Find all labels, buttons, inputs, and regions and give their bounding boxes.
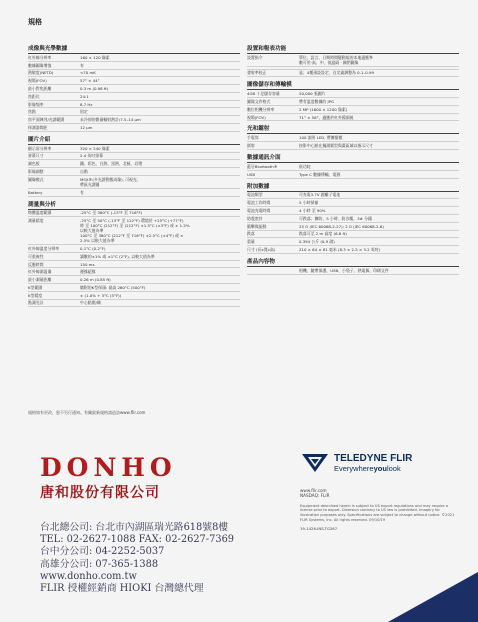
- spec-label: 4GB 十足儲存容量: [247, 91, 280, 97]
- spec-value: 自動: [80, 169, 88, 175]
- spec-value: 未冷卻的微量輻射熱計/7.5–14 μm: [80, 117, 141, 123]
- spec-label: 設置指令: [247, 54, 263, 60]
- spec-value: 71° × 56°，適應於紅外鏡頭視: [299, 114, 354, 120]
- left-spec-column: [28, 41, 240, 307]
- spec-value: 跌落可至 2 m 高度 (6.6 ft): [299, 231, 347, 237]
- spec-label: 數位相機分辨率: [247, 106, 275, 112]
- spec-row: [28, 261, 240, 269]
- spec-label: 探測器間距: [28, 124, 48, 130]
- spec-label: 最小測量距離: [28, 277, 52, 283]
- spec-row: [247, 246, 459, 254]
- spec-value: 可跌落；擴防、5 小時、防沙塵，3# 分鐘: [299, 215, 372, 221]
- spec-row: [28, 153, 240, 161]
- spec-value: 鐵、彩色、白熱、黑熱、北極、岩漿: [80, 161, 143, 167]
- address-line: 台北總公司: 台北市內湖區瑞光路618號8樓: [40, 522, 229, 533]
- address-line[interactable]: www.donho.com.tw: [40, 570, 137, 582]
- spec-change-note: 規格如有更改，恕不另行通知。有關最新規格請造訪www.flir.com: [28, 410, 146, 415]
- spec-value: 25 G (IEC 60068-2-27); 2 G (IEC 60068-2-6): [299, 223, 384, 229]
- brand-nasdaq: NASDAQ: FLIR: [300, 493, 330, 499]
- spec-row: [28, 189, 240, 197]
- brand-website[interactable]: www.flir.com: [300, 488, 327, 493]
- spec-row: [28, 253, 240, 261]
- spec-label: K型範圍: [28, 284, 43, 290]
- dealer-company-name: 唐和股份有限公司: [40, 485, 160, 501]
- spec-label: 影像頻率: [28, 101, 44, 107]
- spec-row: [28, 85, 240, 93]
- spec-row: [247, 207, 459, 215]
- spec-value: 0.26 m (0.85 ft): [80, 277, 111, 283]
- spec-value: 2 MP (1600 × 1200 像素): [299, 106, 348, 112]
- spec-row: [247, 215, 459, 223]
- spec-row: [28, 116, 240, 124]
- spec-value: 57° × 44°: [80, 78, 100, 84]
- spec-row: [247, 54, 459, 67]
- export-disclaimer: Equipment described herein is subject to US export regulations and may require a license prior to export. Diversion contrary to US law is prohibited. Imagery for illustration purposes only. Specifications are subject to change without notice. ©2021 FLIR Systems, Inc. All rights reserved. 09/10/19: [300, 503, 455, 522]
- spec-row: [28, 124, 240, 132]
- spec-row: [247, 223, 459, 231]
- spec-label: 發射率校正: [247, 70, 267, 76]
- spec-label: 重量: [247, 239, 255, 245]
- spec-value: Type C 數據傳輸、電源: [299, 171, 341, 177]
- spec-row: [247, 90, 459, 98]
- spec-label: 最小對焦距離: [28, 86, 52, 92]
- spec-row: [28, 268, 240, 276]
- spec-value: 讀數的±1% 或 ±1°C (2°F), 以較大值為準: [80, 253, 155, 259]
- spec-value: 有: [80, 189, 84, 195]
- spec-label: 焦點: [28, 109, 36, 115]
- spec-label: 紅外線溫度分辨率: [28, 245, 60, 251]
- dealer-address: [40, 522, 250, 595]
- spec-value: 100 流明 LED, 帶擴擋模: [299, 135, 343, 141]
- spec-value: 5 小時掃描: [299, 200, 319, 206]
- spec-row: [28, 93, 240, 101]
- brand-name: TELEDYNE FLIR: [334, 452, 413, 464]
- spec-value: 邊緣絕緣: [80, 269, 96, 275]
- spec-value: 固定: [80, 109, 88, 115]
- section-heading: 數據通訊介面: [247, 152, 459, 163]
- spec-row: [28, 101, 240, 109]
- spec-value: 0.3 m (0.98 ft): [80, 86, 109, 92]
- spec-row: [28, 62, 240, 70]
- spec-value: MSX®(多光譜動態成像), 可視光、 帶區光譜圖: [80, 176, 141, 187]
- spec-row: [28, 210, 240, 218]
- spec-value: -25°C 至 50°C (-13°F 至 122°F) 環境於 +25°C (+77°F) 時 至 100°C (212°F) 至 (212°F) ±1.5°C (±3°F) 或 ± 1.5% 以較大值為準 100°C 至 380°C (212°F 至 716°F) ±2.5°C (±4°F) 或 ± 2.5% 以較大值為準: [80, 218, 190, 244]
- section-heading: 光和鐳射: [247, 123, 459, 134]
- dealer-block: [40, 455, 250, 595]
- spec-value: 可充電3.7V 鋰離子電池: [299, 192, 341, 198]
- spec-value: 12 μm: [80, 124, 93, 130]
- spec-row: [247, 238, 459, 246]
- spec-row: [247, 231, 459, 239]
- spec-row: [28, 217, 240, 245]
- address-line: 高雄分公司: 07-365-1388: [40, 558, 159, 570]
- spec-label: Battery: [28, 189, 43, 195]
- dealer-logo: DONHO: [40, 453, 177, 482]
- spec-row: [247, 134, 459, 142]
- spec-value: 低功耗: [299, 163, 311, 169]
- spec-row: [247, 267, 459, 275]
- corner-triangle-decoration: [388, 572, 478, 622]
- spec-row: [28, 176, 240, 189]
- spec-value: ± (1.0% + 3°C (5°F)): [80, 292, 122, 298]
- section-heading: 圖片介紹: [28, 134, 240, 145]
- spec-label: 電池充電時間: [247, 208, 271, 214]
- spec-value: 按影中心點在獨測鐳型與畫區域以指示尺寸: [299, 143, 373, 149]
- spec-value: 160 × 120 像素: [80, 54, 110, 60]
- spec-row: [247, 142, 459, 150]
- spec-label: 可重複性: [28, 253, 44, 259]
- spec-value: 50,000 張圖片: [299, 91, 326, 97]
- spec-label: 反應時間: [28, 261, 44, 267]
- spec-value: 隨附的K型探頭: 最高 260°C (500°F): [80, 284, 146, 290]
- spec-value: 是；4種預設設定，自定義調整為 0.1–0.99: [299, 70, 374, 76]
- section-heading: 附加數據: [247, 181, 459, 192]
- spec-label: 螢幕尺寸: [28, 153, 44, 159]
- spec-value: 150 ms: [80, 261, 95, 267]
- document-id: 19-1426-INS-TG267: [300, 526, 338, 532]
- spec-row: [28, 108, 240, 116]
- spec-label: 影像調整: [28, 169, 44, 175]
- spec-label: 電池工作時間: [247, 200, 271, 206]
- brand-block: [300, 452, 460, 531]
- spec-row: [247, 114, 459, 122]
- spec-label: 紅外線測溫儀: [28, 269, 52, 275]
- spec-label: K型精度: [28, 292, 43, 298]
- spec-label: 紅外線分辨率: [28, 54, 52, 60]
- spec-row: [247, 171, 459, 179]
- spec-label: 顯示屏分辨率: [28, 145, 52, 151]
- spec-label: 焦距比: [28, 93, 40, 99]
- spec-label: 電池類型: [247, 192, 263, 198]
- spec-value: 0.1°C (0.2°F): [80, 245, 106, 251]
- spec-value: <70 mK: [80, 70, 96, 76]
- section-heading: 產品內容物: [247, 256, 459, 267]
- address-line: FLIR 授權經銷商 HIOKI 台灣總代理: [40, 583, 204, 595]
- spec-row: [247, 98, 459, 106]
- page-title: 規格: [28, 18, 42, 26]
- spec-row: [247, 199, 459, 207]
- spec-row: [28, 145, 240, 153]
- spec-label: 衝擊與振動: [247, 223, 267, 229]
- spec-label: 圖像文件格式: [247, 99, 271, 105]
- spec-label: 熱敏度(NETD): [28, 70, 54, 76]
- section-heading: 成像與光學數據: [28, 43, 240, 54]
- spec-label: 視場(FOV): [247, 114, 266, 120]
- spec-label: 尺寸 (長x寬x高): [247, 246, 276, 252]
- spec-row: [247, 106, 459, 114]
- spec-row: [28, 292, 240, 300]
- spec-label: 防震密封: [247, 215, 263, 221]
- spec-value: 320 × 240 像素: [80, 145, 110, 151]
- teledyne-flir-logo: [300, 452, 460, 474]
- spec-value: 4 小時 至 90%: [299, 208, 326, 214]
- spec-label: 數據圖像增強: [28, 62, 52, 68]
- spec-row: [28, 70, 240, 78]
- right-spec-column: [247, 41, 459, 275]
- address-line: TEL: 02-2627-1088 FAX: 02-2627-7369: [40, 534, 235, 546]
- section-heading: 設置和報表功能: [247, 43, 459, 54]
- spec-label: 圖像模式: [28, 176, 44, 182]
- spec-value: 帶有溫度數據的 JPG: [299, 99, 334, 105]
- spec-row: [28, 300, 240, 308]
- brand-tagline: Everywhereyoulook: [334, 463, 401, 473]
- spec-row: [28, 160, 240, 168]
- section-heading: 圖像儲存和傳輸模: [247, 79, 459, 90]
- brand-contact: [300, 488, 460, 499]
- spec-row: [28, 245, 240, 253]
- spec-label: 鐳射: [247, 143, 255, 149]
- spec-label: 焦平面陣列/光譜範圍: [28, 117, 65, 123]
- spec-value: 中心點開/關: [80, 300, 101, 306]
- spec-label: 藍牙Bluetooth®: [247, 163, 278, 169]
- spec-value: 有: [80, 62, 84, 68]
- spec-value: 24:1: [80, 93, 89, 99]
- spec-label: 點測光計: [28, 300, 44, 306]
- spec-label: 跌落: [247, 231, 255, 237]
- spec-row: [247, 192, 459, 200]
- spec-value: 單位、語言、日期時間變動規的本地適應參 數可用·高、中、低溫隔 · 關閉圖像: [299, 54, 373, 65]
- address-line: 台中分公司: 04-2252-5037: [40, 546, 165, 558]
- spec-row: [28, 284, 240, 292]
- spec-value: 2.4 英吋螢幕: [80, 153, 103, 159]
- spec-label: 測量精度: [28, 218, 44, 224]
- spec-label: 物體溫度範圍: [28, 210, 52, 216]
- spec-row: [247, 70, 459, 78]
- spec-row: [28, 54, 240, 62]
- section-heading: 測量與分析: [28, 199, 240, 210]
- spec-label: 手電筒: [247, 135, 259, 141]
- spec-value: 210 × 64 × 81 毫米 (8.3 × 2.5 × 3.2 英吋): [299, 246, 381, 252]
- spec-value: 相機、隨帶保護、USB、小袋子、熱電偶、印刷文件: [299, 267, 389, 273]
- spec-value: 8.7 Hz: [80, 101, 93, 107]
- spec-label: 調色板: [28, 161, 40, 167]
- spec-row: [247, 163, 459, 171]
- spec-label: 視場(FOV): [28, 78, 47, 84]
- spec-row: [28, 77, 240, 85]
- spec-row: [28, 168, 240, 176]
- teledyne-emblem-icon: [300, 452, 330, 474]
- spec-row: [28, 276, 240, 284]
- spec-label: [247, 268, 299, 273]
- spec-value: 0.394 公斤 (0.9 磅): [299, 239, 335, 245]
- spec-value: -25°C 至 380°C (-13°F 至 716°F): [80, 210, 143, 216]
- spec-label: USB: [247, 171, 255, 177]
